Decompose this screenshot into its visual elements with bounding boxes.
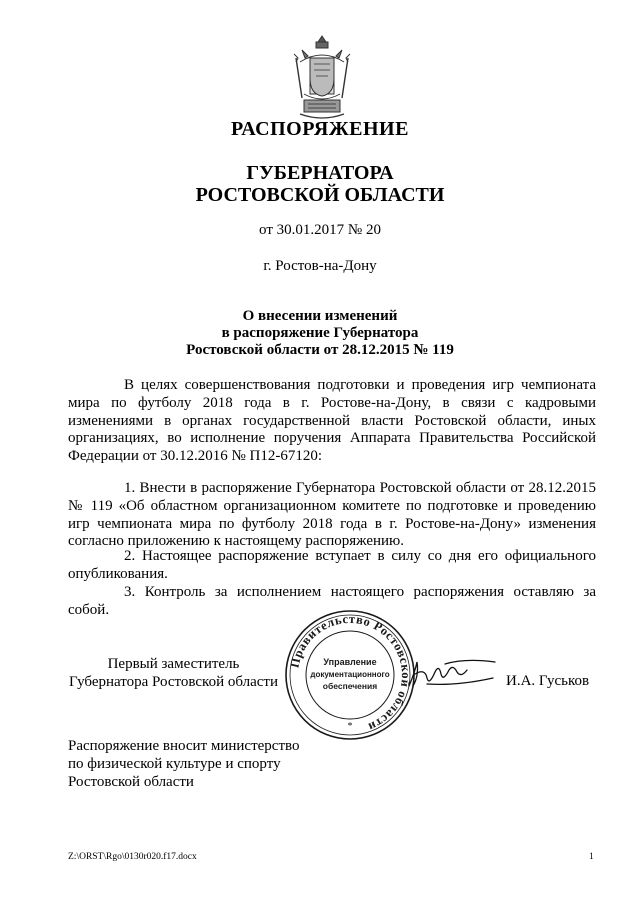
seal-center-line3: обеспечения [322,681,378,691]
clause-1: 1. Внести в распоряжение Губернатора Ростовской области от 28.12.2015 № 119 «Об областном организационном комитете по подготовке и проведению игр чемпионата мира по футболу 2018 года в г. Ростове-на-Дону» изменения согласно приложению к настоящему распоряжению. [68,480,596,550]
seal-ring-text: Правительство Ростовской области [287,611,414,735]
document-date-number: от 30.01.2017 № 20 [259,222,381,238]
issuer-title-line2: РОСТОВСКОЙ ОБЛАСТИ [195,184,445,206]
official-seal-stamp [282,607,418,743]
subject-heading-line2: в распоряжение Губернатора [221,325,419,341]
submitter-note: Распоряжение вносит министерство по физической культуре и спорту Ростовской области [68,738,300,790]
handwritten-signature [405,656,500,692]
clause-2: 2. Настоящее распоряжение вступает в силу со дня его официального опубликования. [68,548,596,582]
document-type-title: РАСПОРЯЖЕНИЕ [231,118,409,140]
clause-3: 3. Контроль за исполнением настоящего распоряжения оставляю за собой. [68,584,596,618]
subject-heading-line3: Ростовской области от 28.12.2015 № 119 [186,342,454,358]
coat-of-arms-icon [290,32,354,124]
signatory-position [66,655,281,691]
svg-text:*: * [347,721,353,732]
signatory-position-line1: Первый заместитель [107,656,240,672]
seal-center-line2: документационного [310,670,390,679]
issuer-title-line1: ГУБЕРНАТОРА [246,162,394,184]
footer-page-number: 1 [589,852,594,862]
document-city: г. Ростов-на-Дону [263,258,377,274]
footer-file-path: Z:\ORST\Rgo\0130r020.f17.docx [68,852,197,862]
seal-center-line1: Управление [323,657,377,667]
signatory-name: И.А. Гуськов [506,673,590,689]
preamble-paragraph: В целях совершенствования подготовки и проведения игр чемпионата мира по футболу 2018 года в г. Ростове-на-Дону, в связи с кадровыми изменениями в органах государственной власти Ростовской области, иных организациях, во исполнение поручения Аппарата Правительства Российской Федерации от 30.12.2016 № П12-67120: [68,377,596,465]
subject-heading-line1: О внесении изменений [242,308,398,324]
signatory-position-line2: Губернатора Ростовской области [68,674,278,690]
